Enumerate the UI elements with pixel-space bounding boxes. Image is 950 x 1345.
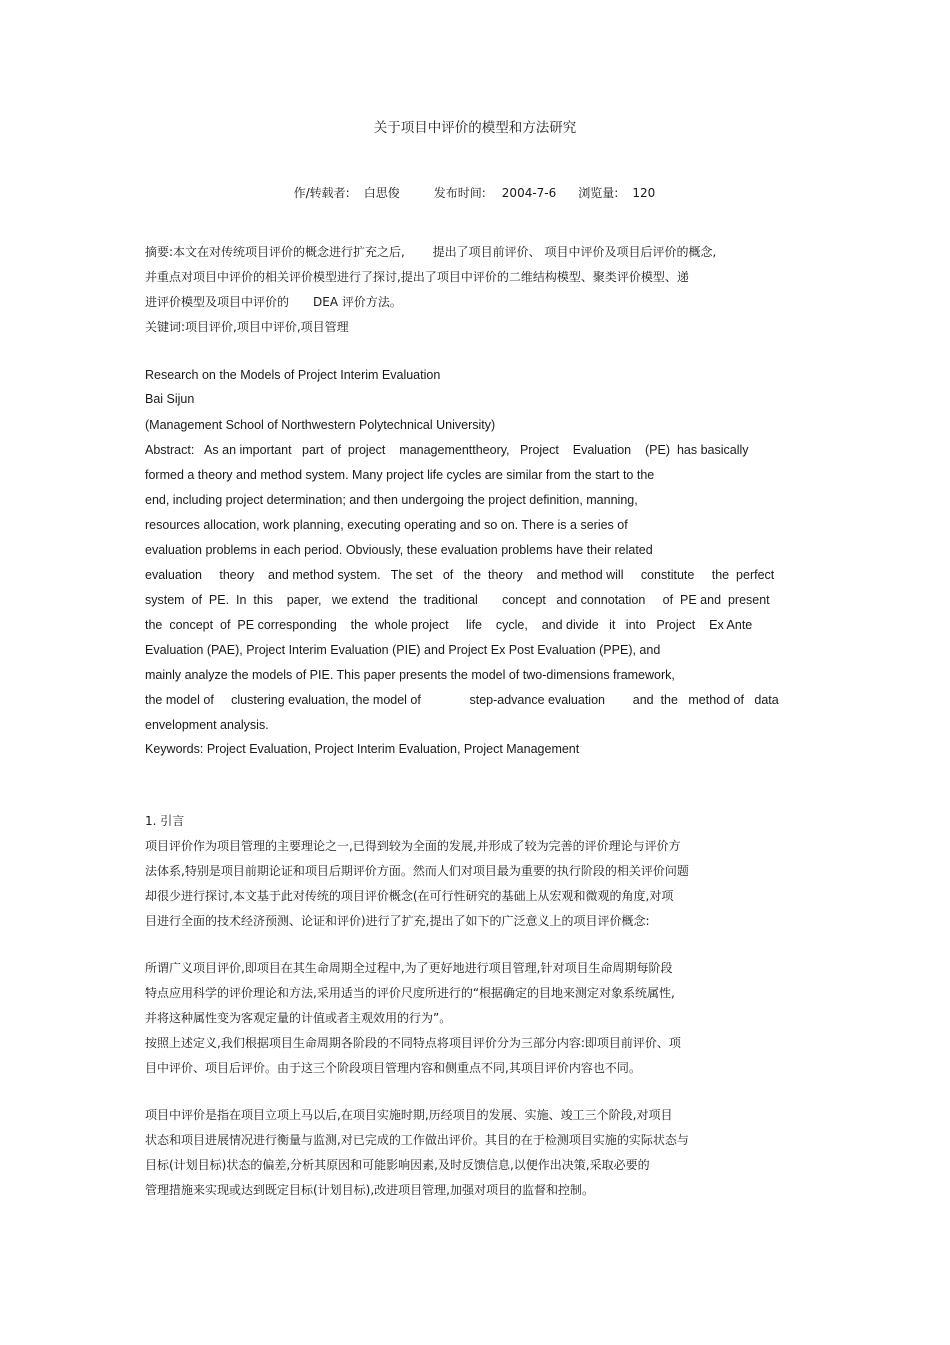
body-line: 特点应用科学的评价理论和方法,采用适当的评价尺度所进行的“根据确定的目地来测定对象系统属性, [145, 986, 675, 1000]
english-abstract-line: resources allocation, work planning, executing operating and so on. There is a series of [145, 518, 628, 532]
body-line: 目中评价、项目后评价。由于这三个阶段项目管理内容和侧重点不同,其项目评价内容也不同。 [145, 1061, 641, 1075]
body-line: 并将这种属性变为客观定量的计值或者主观效用的行为”。 [145, 1011, 452, 1025]
author-name: 白思俊 [363, 186, 400, 200]
english-abstract-line: system of PE. In this paper, we extend the traditional concept and connotation of PE and present [145, 593, 770, 607]
english-abstract-line: evaluation theory and method system. The set of the theory and method will constitute the perfect [145, 568, 775, 582]
body-line: 目标(计划目标)状态的偏差,分析其原因和可能影响因素,及时反馈信息,以便作出决策,采取必要的 [145, 1158, 650, 1172]
author-label: 作/转载者: [293, 186, 350, 200]
publish-date: 2004-7-6 [501, 186, 557, 200]
english-keywords: Keywords: Project Evaluation, Project Interim Evaluation, Project Management [145, 742, 580, 756]
english-author: Bai Sijun [145, 392, 195, 406]
body-line: 却很少进行探讨,本文基于此对传统的项目评价概念(在可行性研究的基础上从宏观和微观的角度,对项 [145, 889, 674, 903]
date-label: 发布时间: [433, 186, 486, 200]
abstract-cn-line: 进评价模型及项目中评价的 DEA 评价方法。 [145, 295, 402, 309]
body-line: 项目评价作为项目管理的主要理论之一,已得到较为全面的发展,并形成了较为完善的评价理论与评价方 [145, 839, 681, 853]
english-abstract-line: mainly analyze the models of PIE. This paper presents the model of two-dimensions framework, [145, 668, 675, 682]
english-title: Research on the Models of Project Interim Evaluation [145, 368, 441, 382]
english-abstract-line: formed a theory and method system. Many project life cycles are similar from the start to the [145, 468, 655, 482]
view-count: 120 [632, 186, 656, 200]
english-abstract-line: Abstract: As an important part of project managementtheory, Project Evaluation (PE) has basically [145, 443, 749, 457]
keywords-cn: 关键词:项目评价,项目中评价,项目管理 [145, 320, 349, 334]
body-line: 目进行全面的技术经济预测、论证和评价)进行了扩充,提出了如下的广泛意义上的项目评价概念: [145, 914, 650, 928]
abstract-cn-line: 摘要:本文在对传统项目评价的概念进行扩充之后, 提出了项目前评价、 项目中评价及项目后评价的概念, [145, 245, 717, 259]
body-line: 项目中评价是指在项目立项上马以后,在项目实施时期,历经项目的发展、实施、竣工三个阶段,对项目 [145, 1108, 673, 1122]
english-abstract-line: end, including project determination; and then undergoing the project definition, manning, [145, 493, 638, 507]
views-label: 浏览量: [578, 186, 619, 200]
body-line: 法体系,特别是项目前期论证和项目后期评价方面。然而人们对项目最为重要的执行阶段的相关评价问题 [145, 864, 689, 878]
abstract-cn-line: 并重点对项目中评价的相关评价模型进行了探讨,提出了项目中评价的二维结构模型、聚类评价模型、递 [145, 270, 689, 284]
english-abstract-line: envelopment analysis. [145, 718, 269, 732]
page-title: 关于项目中评价的模型和方法研究 [373, 120, 577, 136]
english-abstract-line: the model of clustering evaluation, the model of step-advance evaluation and the method of data [145, 693, 779, 707]
body-line: 状态和项目进展情况进行衡量与监测,对已完成的工作做出评价。其目的在于检测项目实施的实际状态与 [145, 1133, 689, 1147]
body-line: 所谓广义项目评价,即项目在其生命周期全过程中,为了更好地进行项目管理,针对项目生命周期每阶段 [145, 961, 673, 975]
article-meta [286, 169, 655, 201]
english-abstract-line: the concept of PE corresponding the whole project life cycle, and divide it into Project Ex Ante [145, 618, 753, 632]
body-line: 管理措施来实现或达到既定目标(计划目标),改进项目管理,加强对项目的监督和控制。 [145, 1183, 594, 1197]
english-affiliation: (Management School of Northwestern Polytechnical University) [145, 418, 496, 432]
body-line: 按照上述定义,我们根据项目生命周期各阶段的不同特点将项目评价分为三部分内容:即项目前评价、项 [145, 1036, 681, 1050]
english-abstract-line: evaluation problems in each period. Obviously, these evaluation problems have their related [145, 543, 653, 557]
english-abstract-line: Evaluation (PAE), Project Interim Evaluation (PIE) and Project Ex Post Evaluation (PPE), and [145, 643, 661, 657]
section-heading: 1. 引言 [145, 814, 185, 828]
